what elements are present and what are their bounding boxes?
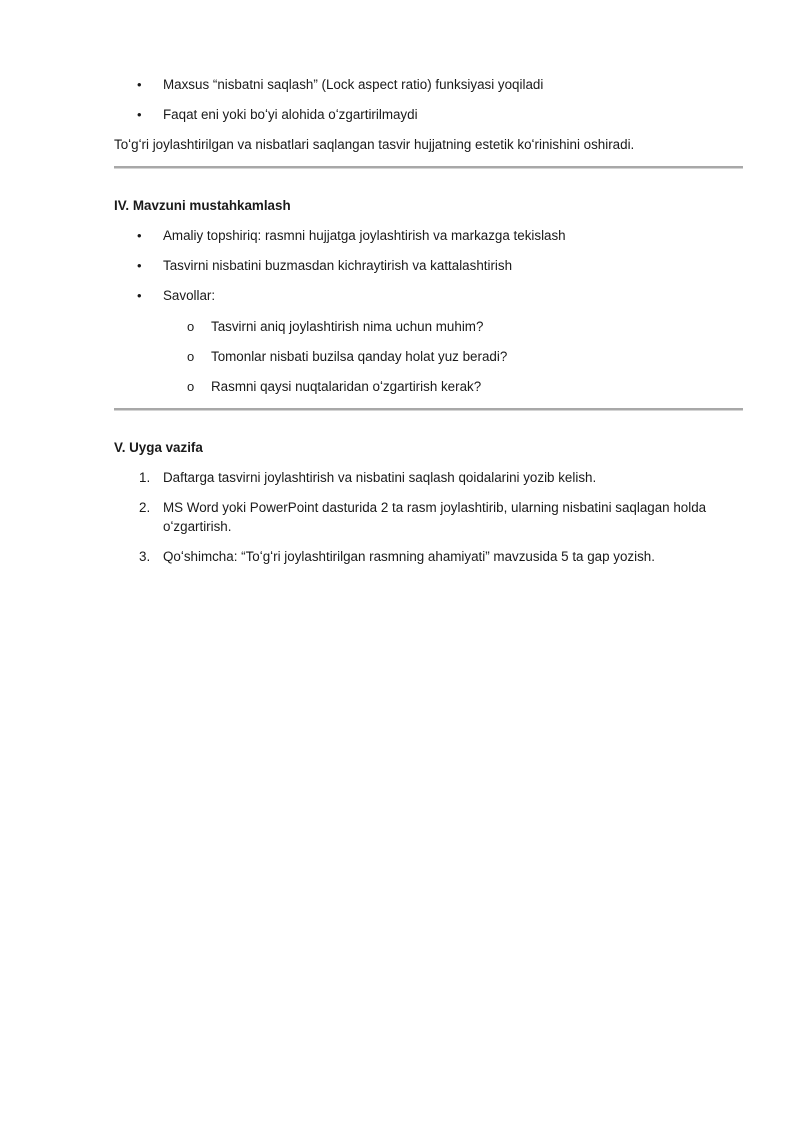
homework-item: Qoʻshimcha: “Toʻgʻri joylashtirilgan rasmning ahamiyati” mavzusida 5 ta gap yozish. bbox=[163, 549, 655, 564]
list-item: Faqat eni yoki boʻyi alohida oʻzgartirilmaydi bbox=[163, 107, 418, 122]
bullet-icon: • bbox=[137, 288, 142, 303]
list-number: 1. bbox=[139, 470, 151, 485]
homework-item: Daftarga tasvirni joylashtirish va nisbatini saqlash qoidalarini yozib kelish. bbox=[163, 470, 597, 485]
sub-bullet-icon: o bbox=[187, 379, 195, 394]
list-item: Amaliy topshiriq: rasmni hujjatga joylashtirish va markazga tekislash bbox=[163, 228, 566, 243]
list-item: Maxsus “nisbatni saqlash” (Lock aspect ratio) funksiyasi yoqiladi bbox=[163, 77, 544, 92]
sub-bullet-icon: o bbox=[187, 349, 195, 364]
bullet-icon: • bbox=[137, 228, 142, 243]
list-item: Tasvirni nisbatini buzmasdan kichraytirish va kattalashtirish bbox=[163, 258, 513, 273]
list-number: 3. bbox=[139, 549, 151, 564]
bullet-icon: • bbox=[137, 107, 142, 122]
horizontal-divider bbox=[114, 166, 743, 169]
homework-item-continuation: oʻzgartirish. bbox=[163, 519, 232, 534]
question-item: Rasmni qaysi nuqtalaridan oʻzgartirish kerak? bbox=[211, 379, 482, 394]
sub-bullet-icon: o bbox=[187, 319, 195, 334]
list-number: 2. bbox=[139, 500, 151, 515]
conclusion-paragraph: Toʻgʻri joylashtirilgan va nisbatlari saqlangan tasvir hujjatning estetik koʻrinishini oshiradi. bbox=[114, 137, 635, 152]
question-item: Tasvirni aniq joylashtirish nima uchun muhim? bbox=[211, 319, 484, 334]
bullet-icon: • bbox=[137, 77, 142, 92]
bullet-icon: • bbox=[137, 258, 142, 273]
question-item: Tomonlar nisbati buzilsa qanday holat yuz beradi? bbox=[211, 349, 508, 364]
horizontal-divider bbox=[114, 408, 743, 411]
section-heading: V. Uyga vazifa bbox=[114, 440, 203, 455]
section-heading: IV. Mavzuni mustahkamlash bbox=[114, 198, 291, 213]
list-item: Savollar: bbox=[163, 288, 216, 303]
homework-item: MS Word yoki PowerPoint dasturida 2 ta rasm joylashtirib, ularning nisbatini saqlagan holda bbox=[163, 500, 707, 515]
